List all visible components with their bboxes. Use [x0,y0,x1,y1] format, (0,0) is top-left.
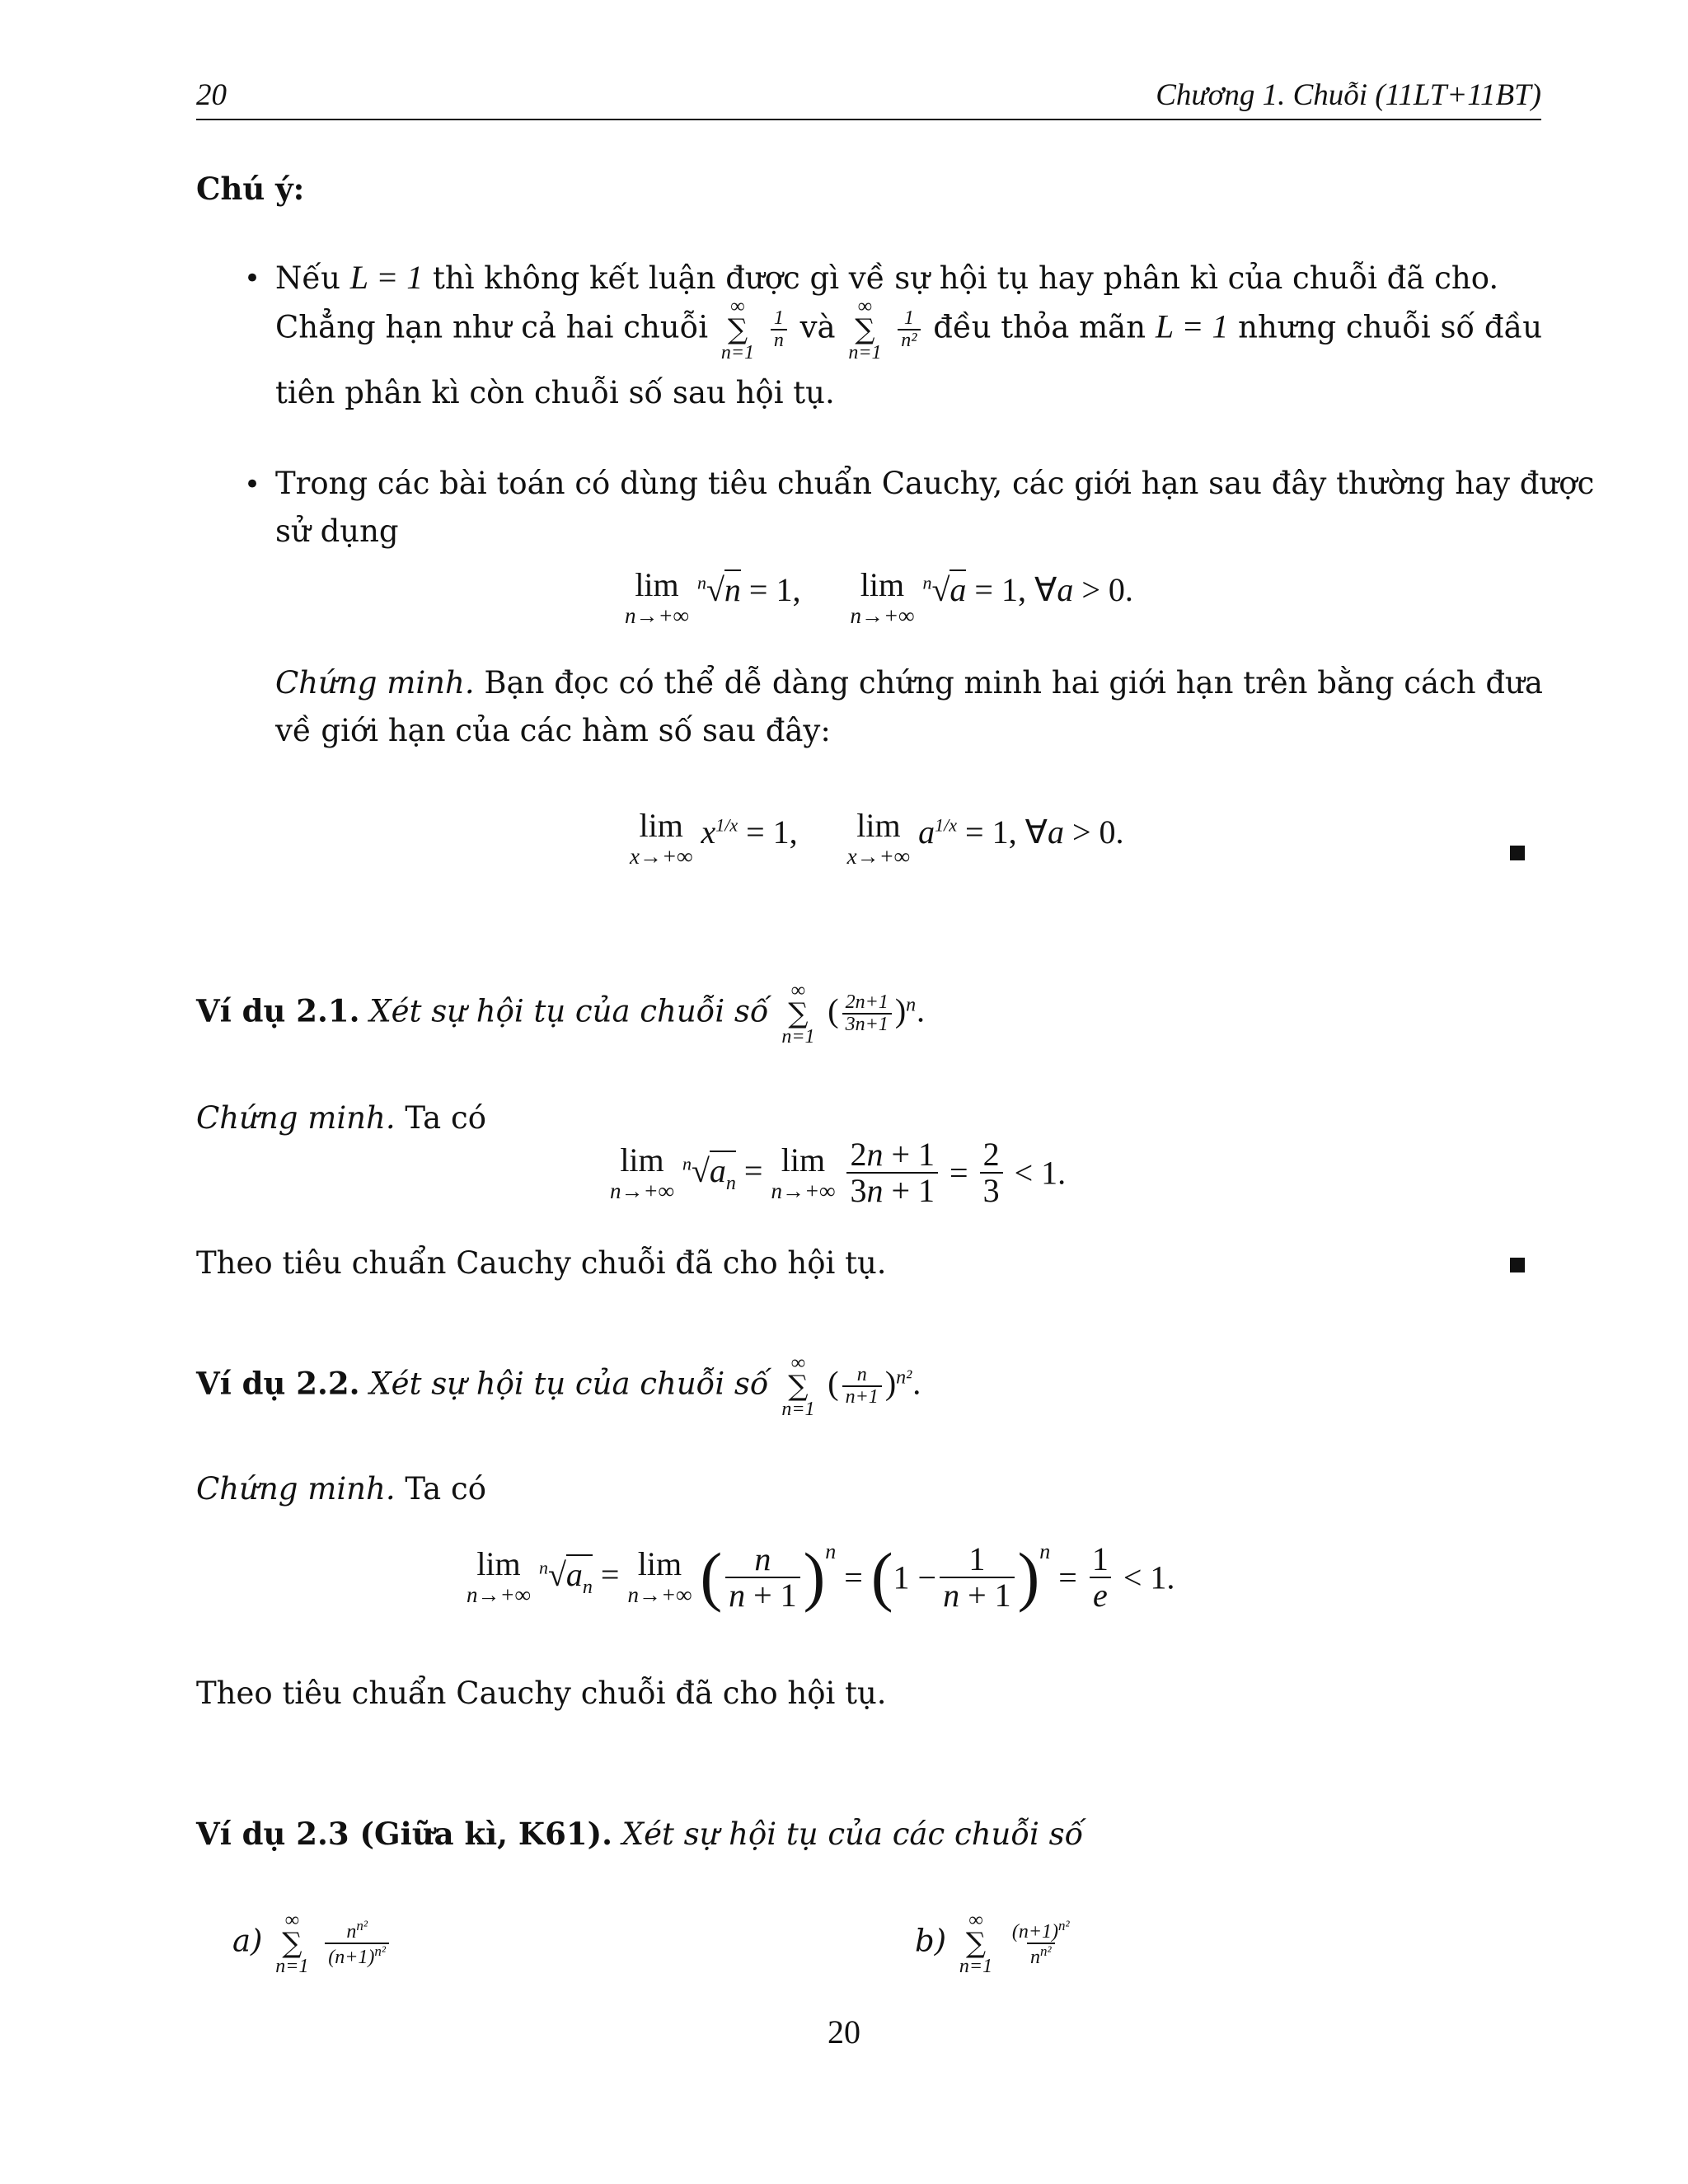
footer-page-number: 20 [828,2013,860,2050]
example-2-1-conclusion: Theo tiêu chuẩn Cauchy chuỗi đã cho hội tụ. [196,1245,887,1281]
frac-1-over-n-squared: $\frac{1}{\text{n²}}$ [898,308,920,351]
example-2-2-conclusion: Theo tiêu chuẩn Cauchy chuỗi đã cho hội tụ. [196,1675,887,1711]
sum-1-over-n: ∞ ∑ n=1 [720,296,755,364]
bullet-1-marker: • [244,262,261,295]
qed-square-icon [1510,1258,1525,1272]
bullet-2-line-1: Trong các bài toán có dùng tiêu chuẩn Cauchy, các giới hạn sau đây thường hay được [275,466,1595,501]
example-2-1-proof-intro: Chứng minh. Ta có [196,1100,486,1136]
bullet-1-line-3: tiên phân kì còn chuỗi số sau hội tụ. [275,375,835,410]
note-title: Chú ý: [196,171,305,207]
note-proof-line-1: Chứng minh. Bạn đọc có thể dễ dàng chứng minh hai giới hạn trên bằng cách đưa [275,665,1543,701]
bullet-2-marker: • [244,468,261,501]
equation-function-limits: lim x→+∞ $x^{1/x} = 1$, lim x→+∞ $a^{1/x} = 1$, ∀a > 0. [630,807,1124,869]
example-2-3-item-a: a) ∞ ∑ n=1 $\frac{n^{n^2}}{(n+1)^{n^2}}$ [232,1910,392,1976]
equation-example-2-1: lim n→+∞ $^n√a_n$ = lim n→+∞ $\frac{2n + 1}{3n + 1}$ = $\frac{2}{3}$ < 1. [610,1136,1067,1209]
page-header [196,77,1541,120]
equation-root-limits: lim n→+∞ $^n$√n = 1, lim n→+∞ $^n$√a = 1, ∀a > 0. [625,566,1133,628]
example-2-3-statement: Ví dụ 2.3 (Giữa kì, K61). Xét sự hội tụ của các chuỗi số [196,1816,1084,1852]
bullet-2-line-2: sử dụng [275,513,399,549]
header-page-number: 20 [196,78,227,112]
sum-example-2-1: ∞ ∑ n=1 [781,980,815,1048]
frac-1-over-n: $\frac{1}{n}$ [771,308,787,351]
sum-example-2-2: ∞ ∑ n=1 [781,1352,815,1421]
note-proof-line-2: về giới hạn của các hàm số sau đây: [275,713,831,748]
example-2-3-item-b: b) ∞ ∑ n=1 $\frac{(n+1)^{n^2}}{n^{n^2}}$ [915,1910,1070,1978]
equation-example-2-2: lim n→+∞ $^n√a_n$ = lim n→+∞ ( $\frac{n}{n + 1}$ )$^n$ = (1 − $\frac{1}{n + 1}$ )$^n$ = $\frac{1}{e}$ < 1. [467,1540,1175,1614]
header-chapter-title: Chương 1. Chuỗi (11LT+11BT) [1156,78,1541,112]
example-2-1-statement: Ví dụ 2.1. Xét sự hội tụ của chuỗi số ∞ ∑ n=1 ( $\frac{2n+1}{3n+1}$ )$^n$. [196,980,926,1048]
bullet-1-line-2: Chẳng hạn như cả hai chuỗi ∞ ∑ n=1 $\frac{1}{n}$ và ∞ ∑ n=1 $\frac{1}{\text{n²}}$ đều thỏa mãn L = 1 nhưng chuỗi số đầu [275,296,1543,364]
example-2-2-statement: Ví dụ 2.2. Xét sự hội tụ của chuỗi số ∞ ∑ n=1 ( $\frac{n}{n+1}$ )$^{n^2}$. [196,1352,922,1421]
example-2-2-proof-intro: Chứng minh. Ta có [196,1471,486,1507]
qed-square-icon [1510,846,1525,860]
bullet-1-line-1: Nếu L = 1 thì không kết luận được gì về sự hội tụ hay phân kì của chuỗi đã cho. [275,259,1499,296]
sum-1-over-n-squared: ∞ ∑ n=1 [848,296,882,364]
